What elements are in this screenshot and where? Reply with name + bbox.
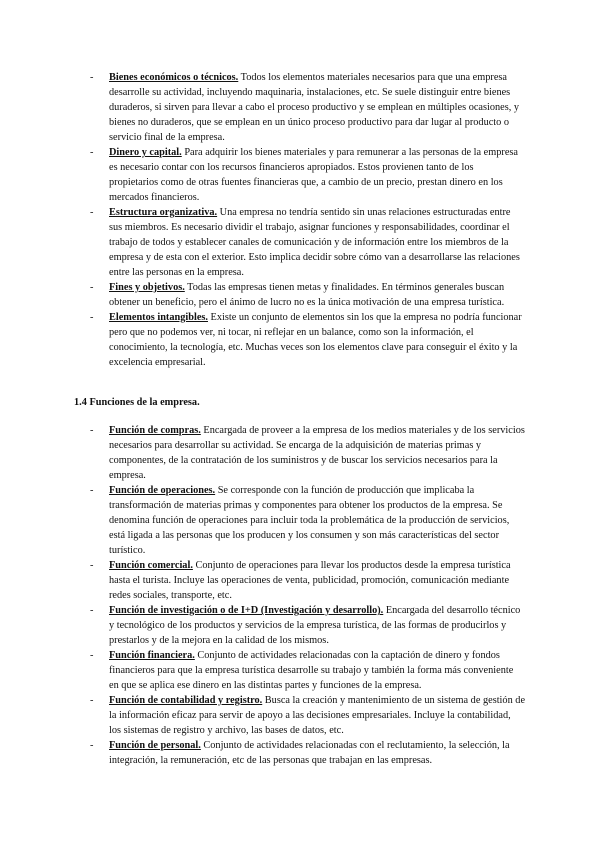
bullet-dash: - (90, 650, 94, 661)
item-term: Función de investigación o de I+D (Investigación y desarrollo). (109, 605, 384, 616)
bullet-dash: - (90, 72, 94, 83)
bullet-dash: - (90, 605, 94, 616)
item-description: Para adquirir los bienes materiales y para remunerar a las personas de la empresa es necesario contar con los recursos financieros apropiados. Estos provienen tanto de los propietarios como de otras fuentes financieras que, a cambio de un precio, prestan dinero en los mercados financieros. (109, 147, 518, 203)
list-item (90, 423, 525, 483)
list-item (90, 70, 525, 145)
list-item (90, 310, 525, 370)
bullet-dash: - (90, 282, 94, 293)
bullet-dash: - (90, 485, 94, 496)
item-description: Existe un conjunto de elementos sin los que la empresa no podría funcionar pero que no podemos ver, ni tocar, ni reflejar en un balance, como son la información, el conocimiento, la tecnología, etc. Muchas veces son los elementos clave para conseguir el éxito y la excelencia empresarial. (109, 312, 522, 368)
list-item (90, 738, 525, 768)
bullet-dash: - (90, 740, 94, 751)
list-item (90, 693, 525, 738)
item-description: Encargada del desarrollo técnico y tecnológico de los productos y servicios de la empresa turística, de las formas de producirlos y prestarlos y de la mejora en la calidad de los mismos. (109, 605, 521, 646)
item-description: Busca la creación y mantenimiento de un sistema de gestión de la información eficaz para servir de apoyo a las decisiones empresariales. Incluye la contabilidad, los sistemas de registro y archivo, las bases de datos, etc. (109, 695, 526, 736)
list-item (90, 648, 525, 693)
item-term: Función comercial. (109, 560, 193, 571)
item-term: Función de contabilidad y registro. (109, 695, 263, 706)
item-term: Bienes económicos o técnicos. (109, 72, 239, 83)
bullet-dash: - (90, 147, 94, 158)
list-item (90, 280, 525, 310)
section-heading: 1.4 Funciones de la empresa. (74, 397, 200, 408)
bullet-dash: - (90, 695, 94, 706)
item-description: Encargada de proveer a la empresa de los medios materiales y de los servicios necesarios para desarrollar su actividad. Se encarga de la adquisición de materias primas y componentes, de la contratación de los suministros y de buscar los servicios necesarios para la empresa. (109, 425, 525, 481)
bullet-dash: - (90, 207, 94, 218)
item-term: Función de compras. (109, 425, 201, 436)
item-description: Todos los elementos materiales necesarios para que una empresa desarrolle su actividad, incluyendo maquinaria, instalaciones, etc. Se suele distinguir entre bienes duraderos, si sirven para llevar a cabo el proceso productivo y se emplean en múltiples ocasiones, y bienes no duraderos, que se emplean en un único proceso productivo para dar lugar al producto o servicio final de la empresa. (109, 72, 520, 143)
list-item (90, 558, 525, 603)
item-description: Conjunto de actividades relacionadas con el reclutamiento, la selección, la integración, la remuneración, etc de las personas que trabajan en las empresas. (109, 740, 510, 766)
item-description: Conjunto de operaciones para llevar los productos desde la empresa turística hasta el turista. Incluye las operaciones de venta, publicidad, promoción, comunicación mediante redes sociales, transporte, etc. (109, 560, 511, 601)
item-description: Todas las empresas tienen metas y finalidades. En términos generales buscan obtener un beneficio, pero el ánimo de lucro no es la única motivación de una empresa turística. (109, 282, 505, 308)
business-elements-list (90, 70, 525, 370)
business-functions-list (90, 423, 525, 768)
list-item (90, 483, 525, 558)
item-term: Función de personal. (109, 740, 201, 751)
item-term: Función financiera. (109, 650, 195, 661)
item-term: Función de operaciones. (109, 485, 216, 496)
list-item (90, 603, 525, 648)
list-item (90, 145, 525, 205)
bullet-dash: - (90, 312, 94, 323)
item-description: Conjunto de actividades relacionadas con la captación de dinero y fondos financieros para que la empresa turística desarrolle su trabajo y también la forma más conveniente en que se aplica ese dinero en las distintas partes y funciones de la empresa. (109, 650, 514, 691)
item-term: Dinero y capital. (109, 147, 182, 158)
list-item (90, 205, 525, 280)
item-term: Elementos intangibles. (109, 312, 208, 323)
item-description: Una empresa no tendría sentido sin unas relaciones estructuradas entre sus miembros. Es necesario dividir el trabajo, asignar funciones y responsabilidades, coordinar el trabajo de todos y establecer canales de comunicación y de información entre los miembros de la empresa y de esta con el exterior. Esto implica decidir sobre cómo van a desarrollarse las relaciones entre las personas en la empresa. (109, 207, 520, 278)
item-term: Estructura organizativa. (109, 207, 218, 218)
item-description: Se corresponde con la función de producción que implicaba la transformación de materias primas y componentes para obtener los productos de la empresa. Se denomina función de operaciones para incluir toda la problemática de la producción de servicios, está ligada a las personas que los producen y los consumen y son más características del sector turístico. (109, 485, 510, 556)
bullet-dash: - (90, 425, 94, 436)
bullet-dash: - (90, 560, 94, 571)
item-term: Fines y objetivos. (109, 282, 185, 293)
